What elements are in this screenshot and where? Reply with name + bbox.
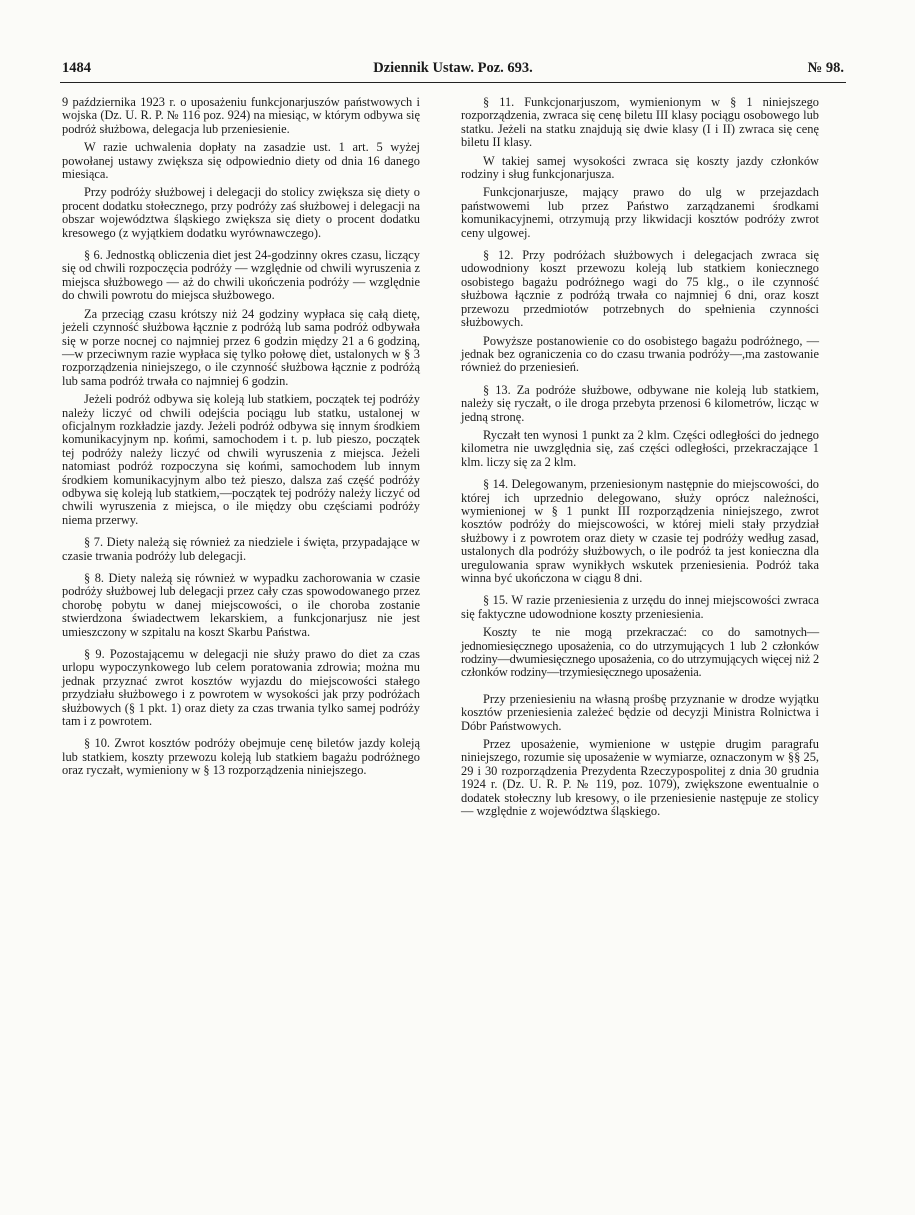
section-13: § 13. Za podróże służbowe, odbywane nie koleją lub statkiem, należy się ryczałt, o ile droga przebyta przenosi 6 kilometrów, licząc w jedną stronę. [461,382,819,424]
section-7: § 7. Diety należą się również za niedziele i święta, przypadające w czasie trwania podróży lub delegacji. [62,535,420,563]
section-15: § 15. W razie przeniesienia z urzędu do innej miejscowości zwraca się faktyczne udowodnione koszty przeniesienia. [461,593,819,621]
issue-number: № 98. [807,60,844,76]
page-header [62,60,844,82]
paragraph-salary-definition: Przez uposażenie, wymienione w ustępie drugim paragrafu niniejszego, rozumie się uposażenie w wymiarze, oznaczonym w §§ 25, 29 i 30 rozporządzenia Prezydenta Rzeczypospolitej z dnia 30 grudnia 1924 r. (Dz. U. R. P. № 119, poz. 1079), zwiększone ewentualnie o dodatek stołeczny lub kresowy, o ile przeniesienie następuje ze stolicy — względnie z województwa śląskiego. [461,737,819,819]
paragraph-trip-start: Jeżeli podróż odbywa się koleją lub statkiem, początek tej podróży należy liczyć od chwili odejścia pociągu lub statku, ustalonej w oficjalnym rozkładzie jazdy. Jeżeli podróż odbywa się innym środkiem komunikacyjnym np. końmi, samochodem i t. p. lub pieszo, początek tej podróży należy liczyć od chwili wyruszenia z miejsca. Jeżeli natomiast podróż rozpoczyna się końmi, samochodem lub innym środkiem komunikacyjnym albo też pieszo, dalsza zaś część podróży odbywa się koleją lub statkiem,—początek tej podróży należy liczyć od chwili wyruszenia z miejsca, o ile między obu częściami podróży niema przerwy. [62,392,420,527]
paragraph-discounts: Funkcjonarjusze, mający prawo do ulg w przejazdach państwowemi lub przez Państwo zarządzanemi środkami komunikacyjnemi, otrzymują przy likwidacji kosztów podróży zwrot ceny ulgowej. [461,185,819,240]
journal-title: Dziennik Ustaw. Poz. 693. [373,60,533,76]
paragraph-salary-act: 9 października 1923 r. o uposażeniu funkcjonarjuszów państwowych i wojska (Dz. U. R. P. № 116 poz. 924) na miesiąc, w którym odbywa się podróż służbowa, delegacja lub przeniesienie. [62,95,420,136]
paragraph-lump-sum: Ryczałt ten wynosi 1 punkt za 2 klm. Części odległości do jednego kilometra nie uwzględnia się, zaś części odległości, przekraczające 1 klm. liczy się za 2 klm. [461,427,819,469]
right-column [461,96,819,824]
section-11: § 11. Funkcjonarjuszom, wymienionym w § 1 niniejszego rozporządzenia, zwraca się cenę biletu III klasy pociągu osobowego lub statku. Jeżeli na statku znajdują się dwie klasy (I i II) zwraca się cenę biletu II klasy. [461,95,819,150]
header-rule [60,82,846,83]
paragraph-supplement: W razie uchwalenia dopłaty na zasadzie ust. 1 art. 5 wyżej powołanej ustawy zwiększa się odpowiednio diety od dnia 16 danego miesiąca. [62,140,420,182]
paragraph-baggage: Powyższe postanowienie co do osobistego bagażu podróżnego, — jednak bez ograniczenia co do czasu trwania podróży—,ma zastowanie również do przeniesień. [461,333,819,375]
page-number: 1484 [62,60,91,76]
section-8: § 8. Diety należą się również w wypadku zachorowania w czasie podróży służbowej lub delegacji przez cały czas spowodowanego przez chorobę pobytu w danej miejscowości, o ile choroba zostanie stwierdzona świadectwem lekarskiem, a funkcjonarjusz nie jest umieszczony w szpitalu na koszt Skarbu Państwa. [62,571,420,639]
paragraph-family-costs: W takiej samej wysokości zwraca się koszty jazdy członków rodziny i sług funkcjonarjusza. [461,153,819,182]
left-column [62,96,420,783]
paragraph-capital-trip: Przy podróży służbowej i delegacji do stolicy zwiększa się diety o procent dodatku stołecznego, przy podróży zaś służbowej i delegacji na obszar województwa śląskiego zwiększa się diety o procent dodatku kresowego (z wyjątkiem dodatku wyrównawczego). [62,185,420,240]
section-6: § 6. Jednostką obliczenia diet jest 24-godzinny okres czasu, liczący się od chwili rozpoczęcia podróży — względnie od chwili wyruszenia z miejsca służbowego — aż do chwili ukończenia podróży — względnie do chwili powrotu do miejsca służbowego. [62,248,420,303]
section-9: § 9. Pozostającemu w delegacji nie służy prawo do diet za czas urlopu wypoczynkowego lub celem poratowania zdrowia; można mu jednak przyznać zwrot kosztów wyjazdu do miejscowości stałego przydziału służbowego i z powrotem w wysokości jak przy podróżach służbowych (§ 1 pkt. 1) oraz diety za czas trwania tylko samej podróży tam i z powrotem. [62,647,420,729]
section-10: § 10. Zwrot kosztów podróży obejmuje cenę biletów jazdy koleją lub statkiem, koszty przewozu koleją lub statkiem bagażu podróżnego oraz ryczałt, wymieniony w § 13 rozporządzenia niniejszego. [62,736,420,778]
section-14: § 14. Delegowanym, przeniesionym następnie do miejscowości, do której ich uprzednio delegowano, służy oprócz należności, wymienionej w § 1 punkt III rozporządzenia niniejszego, zwrot kosztów podróży do miejscowości, w której mieli stały przydział służbowy i z powrotem oraz diety w czasie tej podróży według zasad, ustalonych dla podróży służbowych, o ile podróż ta jest konieczna dla uregulowania spraw wynikłych wskutek przeniesienia. Podróż taka winna być ukończona w ciągu 8 dni. [461,477,819,585]
paragraph-own-request: Przy przeniesieniu na własną prośbę przyznanie w drodze wyjątku kosztów przeniesienia zależeć będzie od decyzji Ministra Rolnictwa i Dóbr Państwowych. [461,691,819,733]
paragraph-cost-limits: Koszty te nie mogą przekraczać: co do samotnych—jednomiesięcznego uposażenia, co do utrzymujących 1 lub 2 członków rodziny—dwumiesięcznego uposażenia, co do utrzymujących więcej niż 2 członków rodziny—trzymiesięcznego uposażenia. [461,625,819,680]
paragraph-short-time: Za przeciąg czasu krótszy niż 24 godziny wypłaca się całą dietę, jeżeli czynność służbowa łącznie z podróżą lub sama podróż odbywała się w porze nocnej co najmniej przez 6 godzin między 21 a 6 godziną,—w przeciwnym razie wypłaca się tylko połowę diet, ustalonych w § 3 rozporządzenia niniejszego, o ile czynność służbowa łącznie z podróżą lub sama podróż trwała co najmniej 6 godzin. [62,306,420,388]
section-12: § 12. Przy podróżach służbowych i delegacjach zwraca się udowodniony koszt przewozu koleją lub statkiem koniecznego osobistego bagażu podróżnego wagi do 75 klg., o ile czynność służbowa łącznie z podróżą trwała co najmniej 6 dni, oraz koszt przewozu przedmiotów potrzebnych do spełnienia czynności służbowych. [461,248,819,330]
